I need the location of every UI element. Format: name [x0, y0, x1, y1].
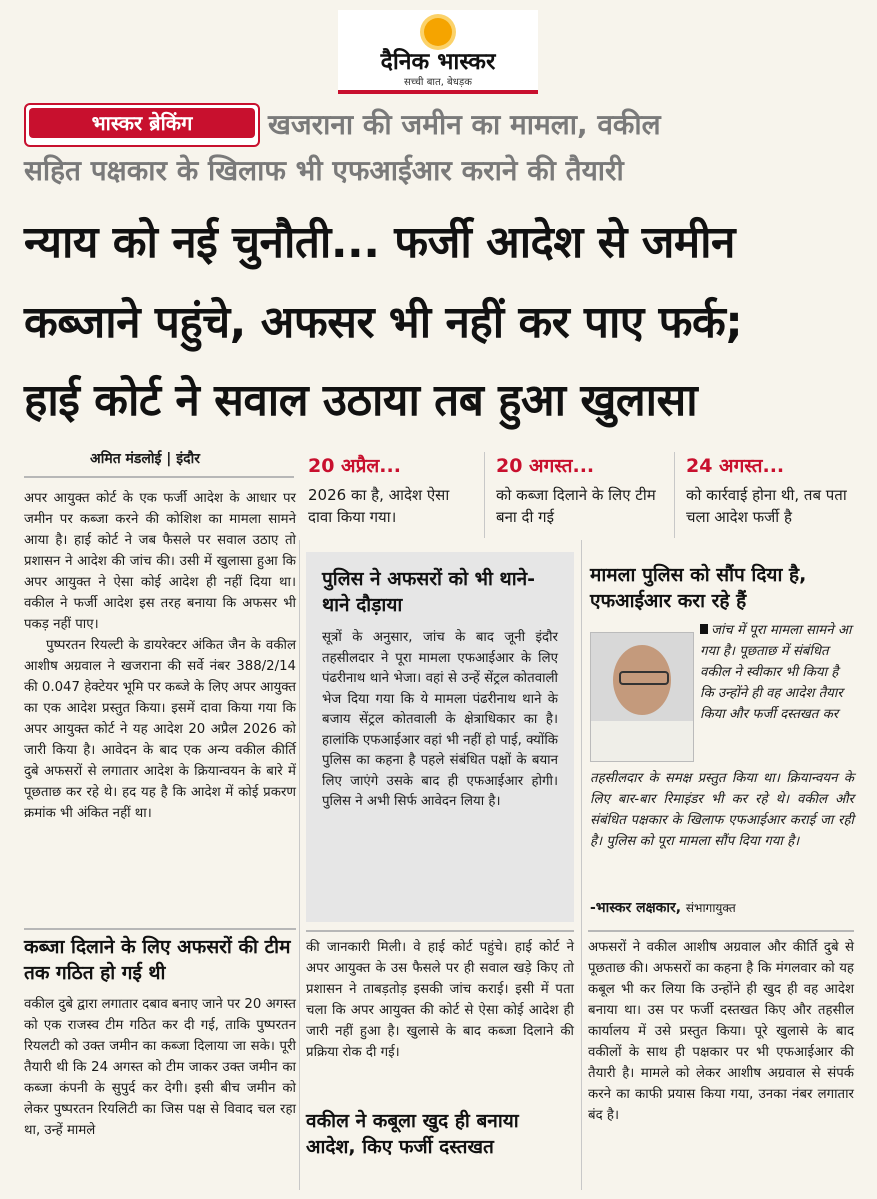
timeline-date: 20 अगस्त...: [496, 455, 595, 477]
paragraph: वकील दुबे द्वारा लगातार दबाव बनाए जाने पर 20 अगस्त को एक राजस्व टीम गठित कर दी गई, ताकि पुष्परतन रियलटी को उक्त जमीन का कब्जा दिलाया जा सके। पूरी तैयारी थी कि 24 अगस्त को टीम जाकर उक्त जमीन का कब्जा कंपनी के सुपुर्द कर देगी। इसी बीच जमीन को लेकर पुष्परतन रियलिटी का जिस पक्ष से विवाद चल रहा था, उन्हें मामले: [24, 997, 296, 1138]
shirt-shape: [591, 721, 693, 761]
column-divider: [299, 540, 300, 1190]
official-photo: [590, 632, 694, 762]
timeline-item: [686, 452, 856, 542]
paragraph: पुष्परतन रियल्टी के डायरेक्टर अंकित जैन के वकील आशीष अग्रवाल ने खजराना की सर्वे नंबर 388/2/14 की 0.047 हेक्टेयर भूमि पर कब्जे के लिए अपर आयुक्त का एक आदेश प्रस्तुत किया। इसमें दावा किया गया कि अपर आयुक्त कोर्ट ने यह आदेश 20 अप्रैल 2026 को जारी किया है। आवेदन के बाद एक अन्य वकील कीर्ति दुबे अफसरों से लगातार आदेश के क्रियान्वयन के बारे में पूछताछ कर रहे थे। हद यह है कि आदेश में कोई प्रकरण क्रमांक भी अंकित नहीं था।: [24, 638, 296, 821]
quote-text-side-content: जांच में पूरा मामला सामने आ गया है। पूछताछ में संबंधित वकील ने स्वीकार भी किया है कि उन्होंने ही वह आदेश तैयार किया और फर्जी दस्तखत कर: [700, 623, 852, 722]
breaking-label: भास्कर ब्रेकिंग: [29, 108, 255, 138]
glasses-icon: [619, 671, 669, 685]
rule: [588, 930, 854, 932]
divider: [484, 452, 485, 538]
signature-name: -भास्कर लक्षकार,: [590, 900, 682, 916]
police-box: [306, 552, 574, 922]
rule: [306, 930, 574, 932]
kicker-line-2: सहित पक्षकार के खिलाफ भी एफआईआर कराने की तैयारी: [24, 154, 624, 187]
police-box-title: पुलिस ने अफसरों को भी थाने-थाने दौड़ाया: [322, 568, 536, 616]
rule: [24, 476, 294, 478]
signature-designation: संभागायुक्त: [685, 901, 736, 915]
masthead: [338, 10, 538, 94]
kicker-line-1: खजराना की जमीन का मामला, वकील: [268, 108, 661, 141]
breaking-badge: [24, 103, 260, 147]
article-col-1: [24, 488, 296, 824]
headline-line-2: कब्जाने पहुंचे, अफसर भी नहीं कर पाए फर्क;: [24, 297, 743, 348]
brand-tagline: सच्ची बात, बेधड़क: [404, 77, 472, 88]
byline: अमित मंडलोई | इंदौर: [90, 451, 200, 467]
timeline-text: 2026 का है, आदेश ऐसा दावा किया गया।: [308, 486, 450, 526]
timeline-item: [308, 452, 473, 542]
brand-name: दैनिक भास्कर: [380, 49, 496, 75]
paragraph: की जानकारी मिली। वे हाई कोर्ट पहुंचे। हाई कोर्ट ने अपर आयुक्त के उस फैसले पर ही सवाल खड़े किए तो प्रशासन ने ताबड़तोड़ इसकी जांच कराई। इसी में पता चला कि अपर आयुक्त की कोर्ट से ऐसा कोई आदेश ही जारी नहीं हुआ है। खुलासे के बाद कब्जा दिलाने की प्रक्रिया रोक दी गई।: [306, 940, 574, 1060]
paragraph: अपर आयुक्त कोर्ट के एक फर्जी आदेश के आधार पर जमीन पर कब्जा करने की कोशिश का मामला सामने आया है। हाई कोर्ट ने जब फैसले पर सवाल उठाए तो प्रशासन ने आदेश की जांच की। उसी में खुलासा हुआ कि अपर आयुक्त ने ऐसा कोई आदेश ही नहीं दिया था। वकील ने फर्जी आदेश इस तरह बनाया कि अफसर भी पकड़ नहीं पाए।: [24, 491, 296, 632]
quote-text-side: [700, 620, 854, 725]
quote-signature: [590, 898, 854, 917]
article-col-3: [588, 937, 854, 1126]
article-col-1-cont: [24, 994, 296, 1141]
article-col-2: [306, 937, 574, 1063]
divider: [674, 452, 675, 538]
subheading: कब्जा दिलाने के लिए अफसरों की टीम तक गठित हो गई थी: [24, 936, 291, 984]
headline-line-3: हाई कोर्ट ने सवाल उठाया तब हुआ खुलासा: [24, 375, 698, 426]
timeline-text: को कार्रवाई होना थी, तब पता चला आदेश फर्जी है: [686, 486, 847, 526]
quote-marker-icon: [700, 624, 708, 634]
sun-logo-icon: [424, 18, 452, 46]
police-box-text: सूत्रों के अनुसार, जांच के बाद जूनी इंदौर तहसीलदार ने पूरा मामला एफआईआर के लिए पंढरीनाथ थाने भेजा। वहां से उन्हें सेंट्रल कोतवाली भेज दिया गया कि ये मामला पंढरीनाथ थाने के बजाय सेंट्रल कोतवाली के क्षेत्राधिकार का है। हालांकि एफआईआर वहां भी नहीं हो पाई, क्योंकि पुलिस का कहना है पहले संबंधित पक्षों के बयान लिए जाएंगे उसके बाद ही एफआईआर होगी। पुलिस ने अभी सिर्फ आवेदन लिया है।: [322, 630, 558, 809]
quote-text-full: तहसीलदार के समक्ष प्रस्तुत किया था। क्रियान्वयन के लिए बार-बार रिमाइंडर भी कर रहे थे। वकील और संबंधित पक्षकार के खिलाफ एफआईआर कराई जा रही है। पुलिस को पूरा मामला सौंप दिया गया है।: [590, 771, 854, 849]
quote-title: मामला पुलिस को सौंप दिया है, एफआईआर करा रहे हैं: [590, 564, 807, 612]
timeline-date: 20 अप्रैल...: [308, 455, 401, 477]
rule: [24, 928, 296, 930]
subheading: वकील ने कबूला खुद ही बनाया आदेश, किए फर्जी दस्तखत: [306, 1110, 519, 1158]
timeline-item: [496, 452, 666, 542]
headline-line-1: न्याय को नई चुनौती... फर्जी आदेश से जमीन: [24, 217, 735, 268]
timeline-date: 24 अगस्त...: [686, 455, 785, 477]
paragraph: अफसरों ने वकील आशीष अग्रवाल और कीर्ति दुबे से पूछताछ की। अफसरों का कहना है कि मंगलवार को यह कबूल भी कर लिया कि उन्होंने ही खुद ही वह आदेश बनाया था। उस पर फर्जी दस्तखत किए और तहसील कार्यालय में उसे प्रस्तुत किया। पूरे खुलासे के बाद वकीलों के साथ ही पक्षकार पर भी एफआईआर की तैयारी है। मामले को लेकर आशीष अग्रवाल से संपर्क करने का काफी प्रयास किया गया, उनका नंबर लगातार बंद है।: [588, 940, 854, 1123]
timeline-text: को कब्जा दिलाने के लिए टीम बना दी गई: [496, 486, 656, 526]
column-divider: [581, 540, 582, 1190]
